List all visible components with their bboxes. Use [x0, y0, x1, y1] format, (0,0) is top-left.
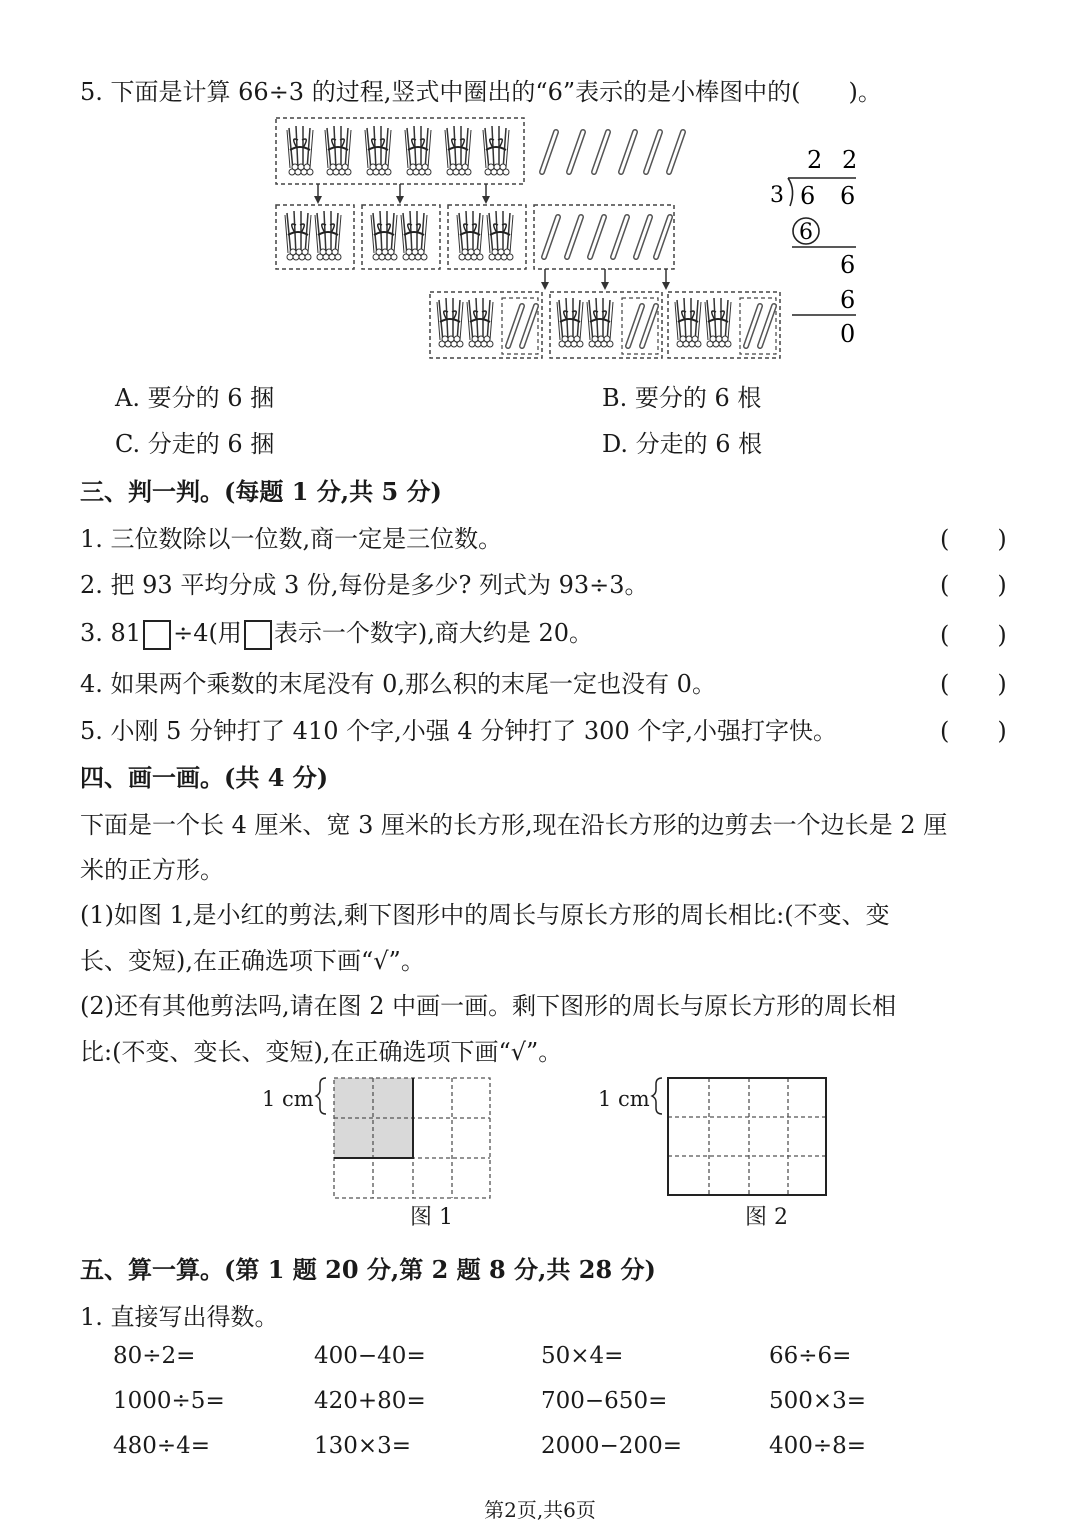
draw-part1-line1: (1)如图 1,是小红的剪法,剩下图形中的周长与原长方形的周长相比:(不变、变 — [80, 901, 890, 929]
calc-item[interactable]: 2000−200= — [541, 1433, 682, 1459]
calc-item[interactable]: 420+80= — [314, 1388, 426, 1414]
judge-answer-4[interactable]: ( ) — [940, 670, 1007, 698]
judge-item-4: 4. 如果两个乘数的末尾没有 0,那么积的末尾一定也没有 0。 — [80, 670, 716, 698]
calc-item[interactable]: 500×3= — [769, 1388, 867, 1414]
division-row3: 6 — [840, 286, 856, 314]
judge-item-3 — [80, 613, 593, 650]
figure-1-caption: 图 1 — [410, 1205, 453, 1230]
figure-2-grid[interactable] — [650, 1074, 830, 1202]
stick-diagram — [270, 112, 800, 367]
figure-2-caption: 图 2 — [745, 1205, 788, 1230]
digit-box-legend — [244, 620, 272, 650]
fig1-unit-label: 1 cm — [262, 1087, 314, 1111]
draw-intro-line1: 下面是一个长 4 厘米、宽 3 厘米的长方形,现在沿长方形的边剪去一个边长是 2 厘 — [80, 811, 948, 839]
judge-item-1: 1. 三位数除以一位数,商一定是三位数。 — [80, 525, 503, 553]
quotient-tens: 2 — [807, 146, 823, 174]
draw-part2-line1: (2)还有其他剪法吗,请在图 2 中画一画。剩下图形的周长与原长方形的周长相 — [80, 992, 897, 1020]
judge-answer-2[interactable]: ( ) — [940, 571, 1007, 599]
section-judge-title: 三、判一判。(每题 1 分,共 5 分) — [80, 477, 442, 506]
judge-item-3-pre: 3. 81 — [80, 619, 142, 647]
calc-item[interactable]: 50×4= — [541, 1343, 624, 1369]
calc-item[interactable]: 80÷2= — [113, 1343, 196, 1369]
calc-item[interactable]: 66÷6= — [769, 1343, 852, 1369]
calc-item[interactable]: 400÷8= — [769, 1433, 867, 1459]
divisor: 3 — [770, 183, 784, 208]
draw-part1-line2: 长、变短),在正确选项下画“√”。 — [80, 947, 425, 975]
dividend-tens: 6 — [800, 182, 816, 210]
page-footer: 第2页,共6页 — [484, 1498, 596, 1522]
long-division — [760, 140, 870, 350]
judge-answer-1[interactable]: ( ) — [940, 525, 1007, 553]
draw-part2-line2: 比:(不变、变长、变短),在正确选项下画“√”。 — [80, 1038, 563, 1066]
judge-answer-5[interactable]: ( ) — [940, 717, 1007, 745]
figure-1-grid — [314, 1074, 494, 1202]
division-row2: 6 — [840, 251, 856, 279]
judge-item-5: 5. 小刚 5 分钟打了 410 个字,小强 4 分钟打了 300 个字,小强打字快。 — [80, 717, 837, 745]
section-draw-title: 四、画一画。(共 4 分) — [80, 763, 329, 792]
section-calc-title: 五、算一算。(第 1 题 20 分,第 2 题 8 分,共 28 分) — [80, 1255, 656, 1284]
calc-item[interactable]: 700−650= — [541, 1388, 668, 1414]
quotient-ones: 2 — [842, 146, 858, 174]
calc-sub1: 1. 直接写出得数。 — [80, 1303, 279, 1331]
judge-item-3-post: 表示一个数字),商大约是 20。 — [273, 619, 593, 647]
circled-digit: 6 — [799, 220, 813, 245]
q5-stem: 5. 下面是计算 66÷3 的过程,竖式中圈出的“6”表示的是小棒图中的( )。 — [80, 78, 882, 106]
fig2-unit-label: 1 cm — [598, 1087, 650, 1111]
option-a[interactable]: A. 要分的 6 捆 — [115, 384, 275, 412]
division-remainder: 0 — [840, 320, 856, 348]
digit-box[interactable] — [143, 620, 171, 650]
judge-item-3-mid: ÷4(用 — [173, 619, 242, 647]
calc-item[interactable]: 130×3= — [314, 1433, 412, 1459]
calc-item[interactable]: 400−40= — [314, 1343, 426, 1369]
calc-item[interactable]: 480÷4= — [113, 1433, 211, 1459]
draw-intro-line2: 米的正方形。 — [80, 856, 224, 884]
calc-item[interactable]: 1000÷5= — [113, 1388, 225, 1414]
judge-item-2: 2. 把 93 平均分成 3 份,每份是多少? 列式为 93÷3。 — [80, 571, 649, 599]
option-d[interactable]: D. 分走的 6 根 — [602, 430, 763, 458]
dividend-ones: 6 — [840, 182, 856, 210]
option-b[interactable]: B. 要分的 6 根 — [602, 384, 762, 412]
option-c[interactable]: C. 分走的 6 捆 — [115, 430, 275, 458]
judge-answer-3[interactable]: ( ) — [940, 621, 1007, 649]
